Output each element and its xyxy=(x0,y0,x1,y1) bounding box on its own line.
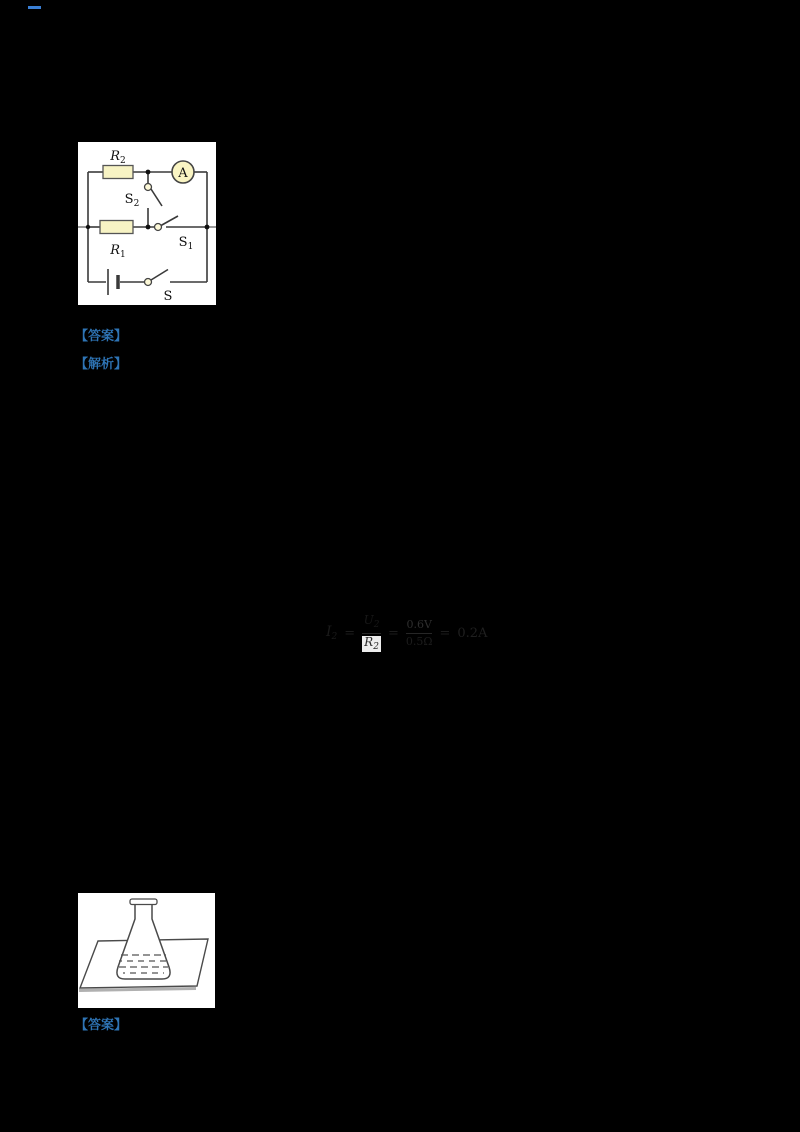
equation-result: 0.2A xyxy=(457,625,488,641)
page-top-marker xyxy=(28,6,41,9)
switch-s2-label: $S_2$ xyxy=(124,192,140,209)
ammeter-label: A xyxy=(178,166,188,181)
equals-sign: = xyxy=(439,625,451,641)
table-shadow xyxy=(79,989,196,991)
fraction-bar xyxy=(362,633,381,634)
current-equation xyxy=(326,607,487,659)
circuit-diagram-svg xyxy=(78,142,216,305)
fraction-numerator: 0.6V xyxy=(406,617,432,631)
battery-symbol xyxy=(108,269,118,295)
switch-s-pivot xyxy=(145,279,152,286)
resistor-r2 xyxy=(103,166,133,179)
fraction-denominator: $R_2$ xyxy=(364,634,379,652)
equals-sign: = xyxy=(344,625,356,641)
switch-s1-pivot xyxy=(155,224,162,231)
fraction-bar xyxy=(406,633,433,634)
answer-label: 【答案】 xyxy=(75,329,128,344)
switch-s1-label: $S_1$ xyxy=(178,235,194,252)
fraction-values xyxy=(406,619,433,647)
resistor-r1-label: $R_1$ xyxy=(110,243,126,260)
circuit-diagram-figure xyxy=(78,142,216,305)
fraction-numerator: $U_2$ xyxy=(363,613,380,631)
switch-s2-pivot xyxy=(145,184,152,191)
equation-lhs: $I_2$ xyxy=(326,624,338,642)
switch-s-label: S xyxy=(163,289,173,304)
resistor-r1 xyxy=(100,221,133,234)
fraction-denominator: 0.5Ω xyxy=(405,634,433,648)
analysis-label: 【解析】 xyxy=(75,357,128,372)
flask-figure-svg xyxy=(78,893,215,1008)
equals-sign: = xyxy=(387,625,399,641)
flask-rim xyxy=(130,899,157,905)
answer-label-bottom: 【答案】 xyxy=(75,1018,128,1033)
resistor-r2-label: $R_2$ xyxy=(110,149,126,166)
fraction-u-over-r xyxy=(362,614,381,652)
flask-figure xyxy=(78,893,215,1008)
